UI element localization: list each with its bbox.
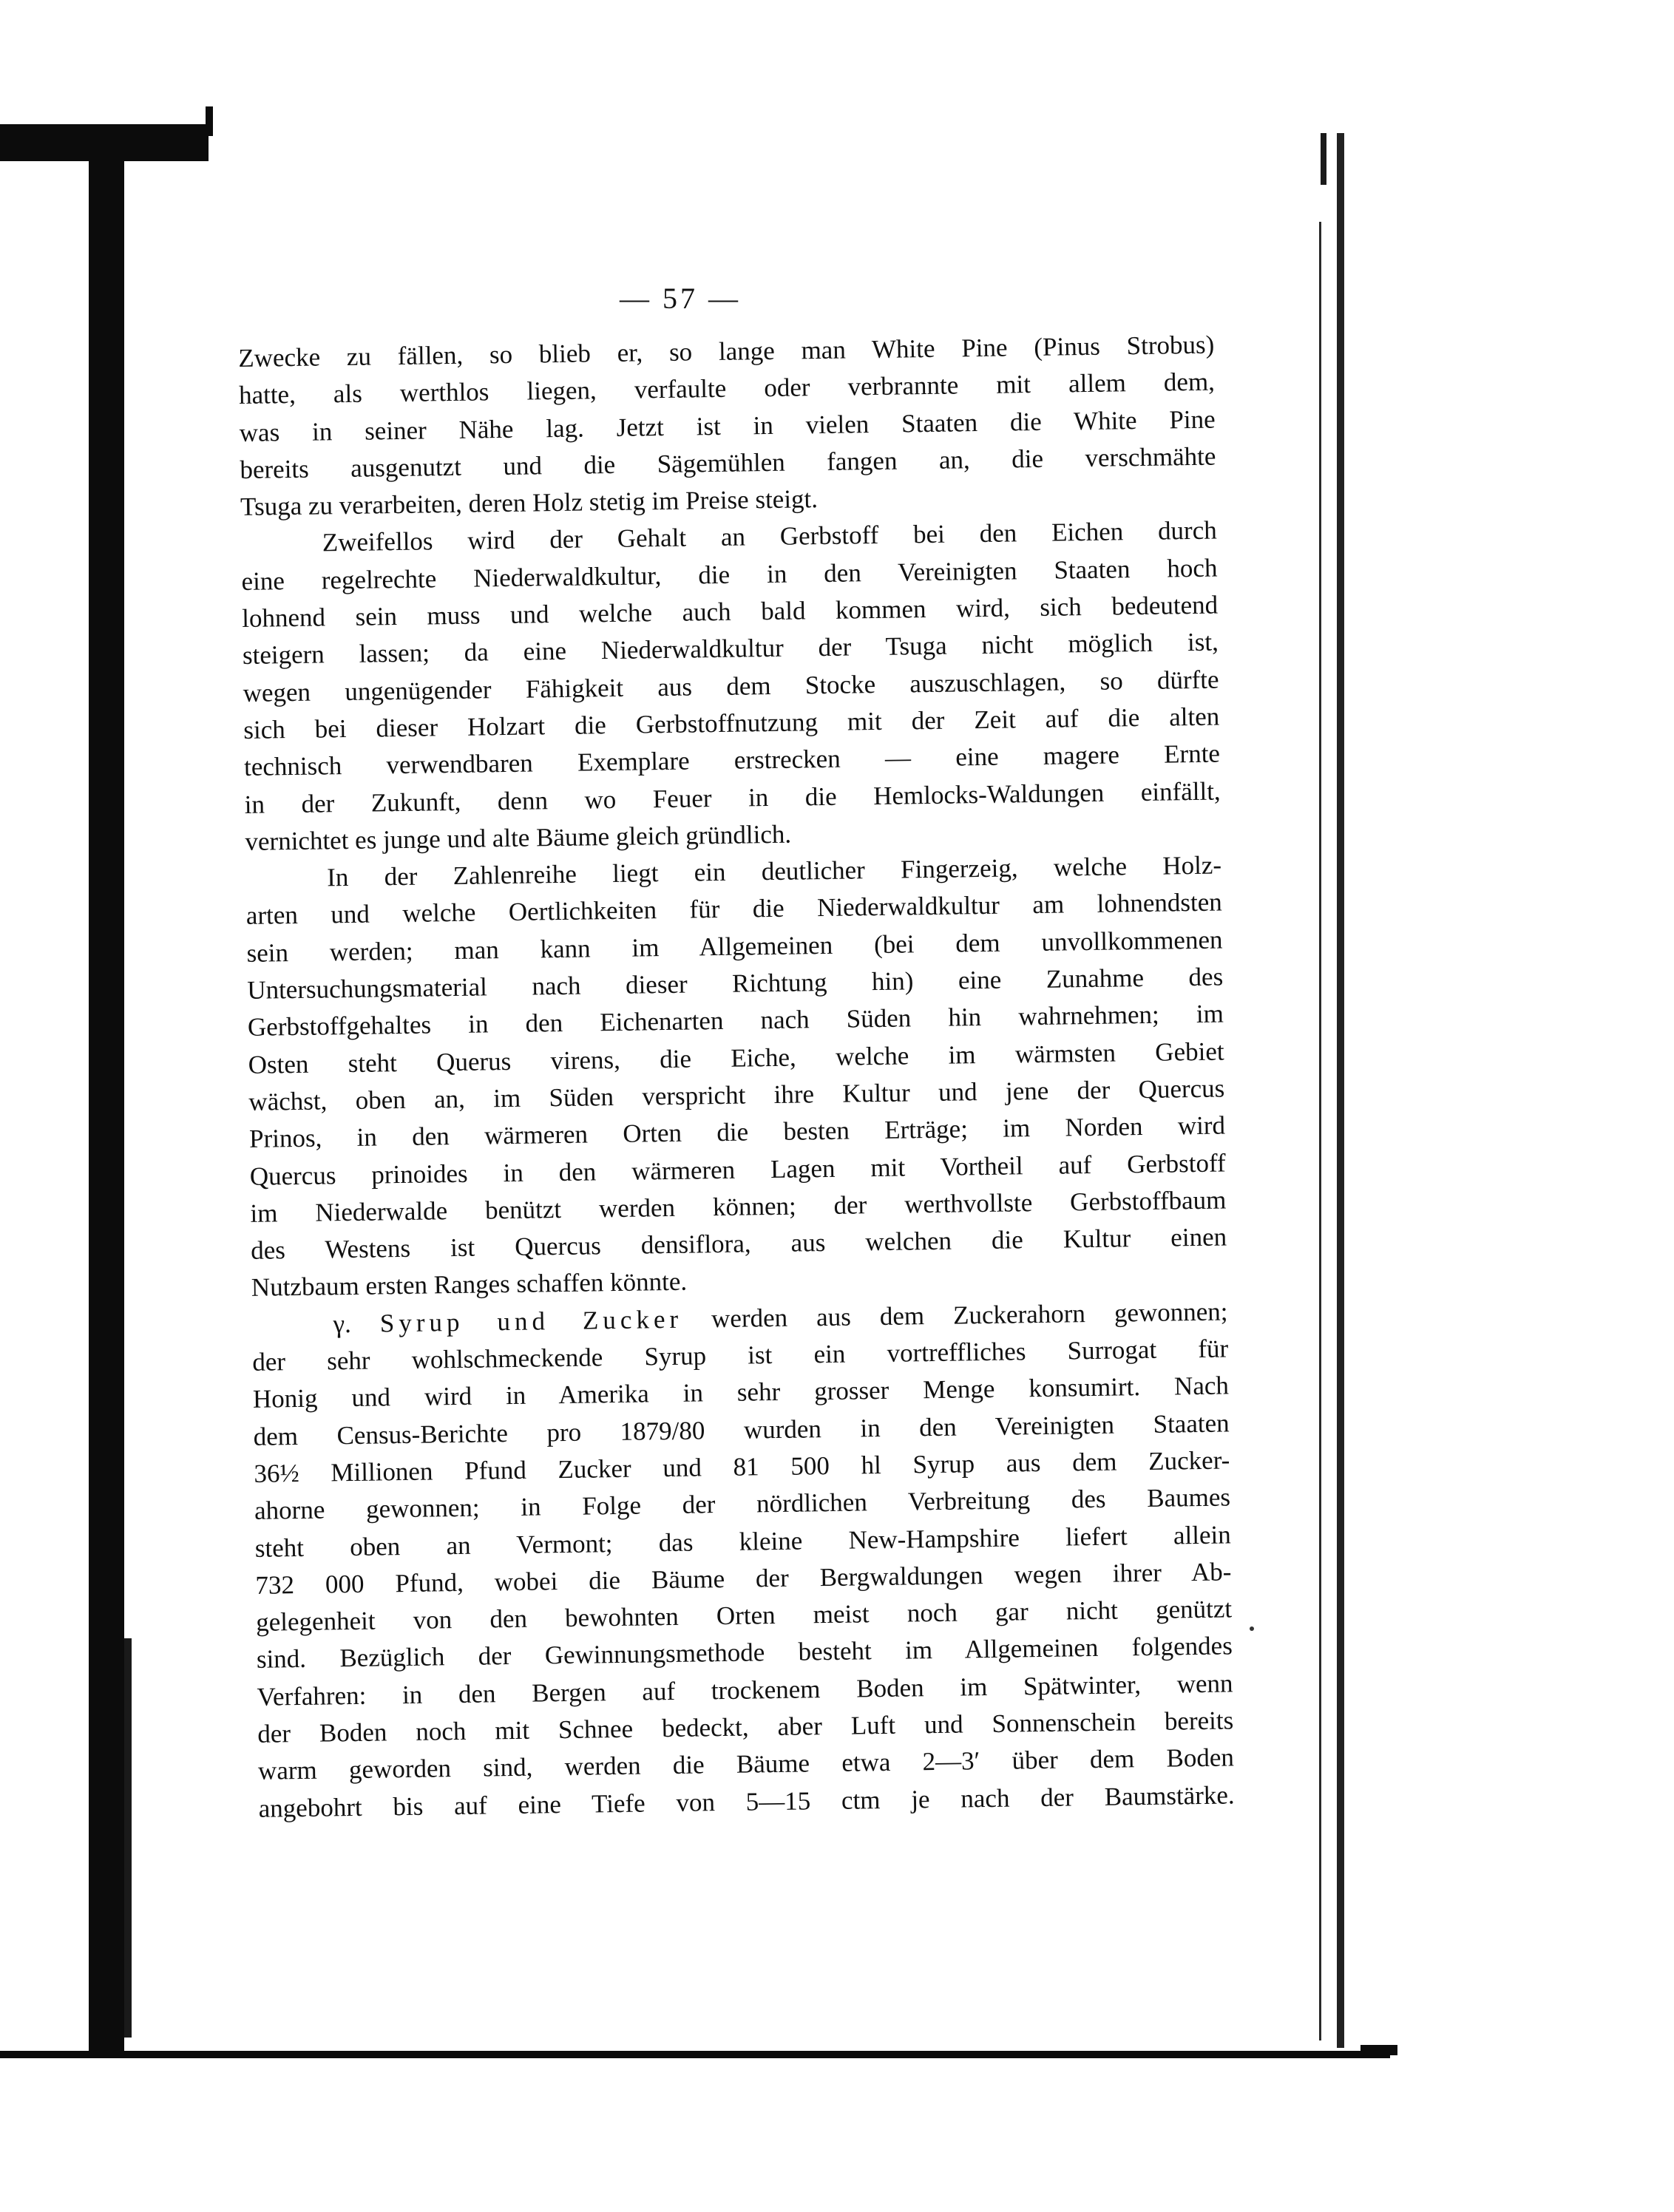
text-line: Gerbstoffgehaltes in den Eichenarten nach Süden hin wahrnehmen; im (247, 999, 1224, 1042)
text-line: warm geworden sind, werden die Bäume etwa 2—3′ über dem Boden (257, 1743, 1235, 1786)
text-line: ahorne gewonnen; in Folge der nördlichen Verbreitung des Baumes (254, 1482, 1231, 1526)
text-line: 36½ Millionen Pfund Zucker und 81 500 hl Syrup aus dem Zucker- (254, 1445, 1230, 1488)
text-line: Zwecke zu fällen, so blieb er, so lange man White Pine (Pinus Strobus) (238, 330, 1215, 373)
scan-frame-right (1337, 133, 1344, 2048)
text-line: Quercus prinoides in den wärmeren Lagen mit Vortheil auf Gerbstoff (249, 1147, 1226, 1191)
text-line: Honig und wird in Amerika in sehr grosser Menge konsumirt. Nach (252, 1371, 1230, 1414)
body-text (238, 327, 1235, 1828)
text-line: sich bei dieser Holzart die Gerbstoffnutzung mit der Zeit auf die alten (243, 702, 1220, 744)
text-line: arten und welche Oertlichkeiten für die Niederwaldkultur am lohnendsten (245, 887, 1223, 931)
text-line: vernichtet es junge und alte Bäume gleich gründlich. (245, 819, 792, 856)
text-line: lohnend sein muss und welche auch bald kommen wird, sich bedeutend (241, 590, 1219, 634)
text-line: Verfahren: in den Bergen auf trockenem Boden im Spätwinter, wenn (257, 1669, 1233, 1711)
scan-frame-bottom (0, 2051, 1390, 2058)
text-line: hatte, als werthlos liegen, verfaulte oder verbrannte mit allem dem, (238, 367, 1216, 410)
text-line: wächst, oben an, im Süden verspricht ihre Kultur und jene der Quercus (248, 1073, 1225, 1116)
text-line: der sehr wohlschmeckende Syrup ist ein vortreffliches Surrogat für (252, 1334, 1229, 1377)
text-line: des Westens ist Quercus densiflora, aus welchen die Kultur einen (250, 1222, 1227, 1266)
text-line: angebohrt bis auf eine Tiefe von 5—15 ctm je nach der Baumstärke. (258, 1780, 1235, 1823)
scan-frame-left (89, 145, 124, 2052)
page-number: — 57 — (620, 282, 741, 315)
text-line: im Niederwalde benützt werden können; der werthvollste Gerbstoffbaum (250, 1185, 1227, 1228)
text-line: steht oben an Vermont; das kleine New-Hampshire liefert allein (254, 1519, 1231, 1563)
text-line: dem Census-Berichte pro 1879/80 wurden in den Vereinigten Staaten (253, 1408, 1230, 1451)
scan-speck (1250, 1626, 1254, 1631)
text-line: eine regelrechte Niederwaldkultur, die in den Vereinigten Staaten hoch (241, 553, 1218, 596)
section-heading: Syrup und Zucker (379, 1304, 683, 1338)
text-line: bereits ausgenutzt und die Sägemühlen fangen an, die verschmähte (240, 441, 1216, 484)
text-line: Prinos, in den wärmeren Orten die besten Erträge; im Norden wird (248, 1110, 1226, 1154)
text-line-rest: werden aus dem Zuckerahorn gewonnen; (682, 1297, 1228, 1334)
section-prefix: γ. (333, 1309, 381, 1339)
text-line: sind. Bezüglich der Gewinnungsmethode besteht im Allgemeinen folgendes (256, 1631, 1233, 1675)
text-line: In der Zahlenreihe liegt ein deutlicher Fingerzeig, welche Holz- (326, 850, 1222, 892)
text-line: sein werden; man kann im Allgemeinen (bei dem unvollkommenen (246, 925, 1223, 968)
text-line: 732 000 Pfund, wobei die Bäume der Bergwaldungen wegen ihrer Ab- (255, 1557, 1232, 1600)
text-line: was in seiner Nähe lag. Jetzt ist in vielen Staaten die White Pine (239, 404, 1216, 447)
text-line: Untersuchungsmaterial nach dieser Richtung hin) eine Zunahme des (247, 962, 1224, 1005)
text-line: der Boden noch mit Schnee bedeckt, aber Luft und Sonnenschein bereits (257, 1706, 1234, 1748)
text-line: Nutzbaum ersten Ranges schaffen könnte. (251, 1267, 688, 1303)
text-line: gelegenheit von den bewohnten Orten meist noch gar nicht genützt (255, 1594, 1233, 1637)
scan-frame-right-inner (1319, 222, 1321, 2040)
text-line: steigern lassen; da eine Niederwaldkultur der Tsuga nicht möglich ist, (242, 627, 1219, 671)
scan-frame-right-mark (1321, 133, 1326, 185)
text-line: Zweifellos wird der Gehalt an Gerbstoff bei den Eichen durch (322, 516, 1217, 557)
text-line: in der Zukunft, denn wo Feuer in die Hemlocks-Waldungen einfällt, (244, 776, 1221, 819)
text-line: Tsuga zu verarbeiten, deren Holz stetig im Preise steigt. (240, 484, 819, 522)
text-line: Osten steht Querus virens, die Eiche, welche im wärmsten Gebiet (248, 1037, 1224, 1079)
text-line: technisch verwendbaren Exemplare erstrecken — eine magere Ernte (243, 739, 1221, 782)
text-line: wegen ungenügender Fähigkeit aus dem Stocke auszuschlagen, so dürfte (243, 665, 1219, 708)
